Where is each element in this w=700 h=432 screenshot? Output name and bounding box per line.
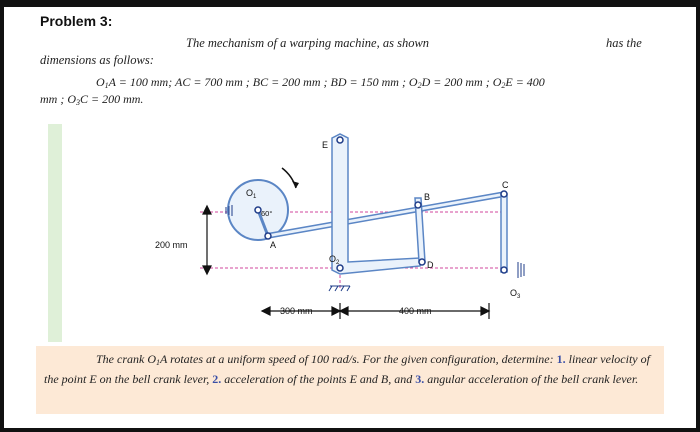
intro-text-3: dimensions as follows: [40, 53, 154, 67]
problem-title: Problem 3: [40, 13, 113, 29]
rotation-arrow-head [292, 181, 299, 188]
label-a: A [270, 240, 277, 250]
link-o3c [501, 194, 507, 272]
label-b: B [424, 192, 431, 202]
label-angle: 60° [261, 209, 273, 218]
pivot-points [255, 137, 507, 273]
right-border [696, 0, 700, 432]
dimensions-line-1: $O_1A = 100$ mm; AC = 700 mm ; BC = 200 mm ; BD = 150 mm ; $O_2D = 200$ mm ; $O_2E = 400$ [96, 75, 545, 90]
intro-text-1: The mechanism of a warping machine, as shown [186, 36, 430, 50]
label-o3: $O_3$ [510, 288, 521, 300]
question-number-1: 1. [556, 352, 566, 366]
bottom-border [0, 428, 700, 432]
decorative-green-bar [48, 124, 62, 342]
left-border [0, 0, 4, 432]
question-box [36, 346, 664, 414]
mechanism-diagram [150, 130, 530, 330]
label-d: D [427, 260, 434, 270]
dimension-400-label: 400 mm [399, 306, 432, 316]
rotation-arrow [282, 168, 296, 188]
label-o1: $O_1$ [246, 188, 257, 200]
question-number-2: 2. [212, 372, 222, 386]
label-e: E [322, 140, 329, 150]
bell-crank-lever [332, 134, 420, 274]
label-o2: $O_2$ [329, 254, 340, 266]
dimensions-line-2: mm ; $O_3C = 200$ mm. [40, 92, 144, 107]
label-c: C [502, 180, 509, 190]
connecting-rod-ac [266, 192, 506, 238]
top-border [0, 0, 700, 7]
question-number-3: 3. [415, 372, 425, 386]
dimension-300-label: 300 mm [280, 306, 313, 316]
dimension-200-label: 200 mm [155, 240, 188, 250]
question-text: The crank $O_1A$ rotates at a uniform speed of 100 rad/s. For the given configuration, determine: 1. linear velocity of the point E on the bell crank lever, 2. acceleration of the points E and B, and 3. angular acceleration of the bell crank lever. [44, 352, 650, 386]
intro-text-2: has the [606, 36, 642, 50]
